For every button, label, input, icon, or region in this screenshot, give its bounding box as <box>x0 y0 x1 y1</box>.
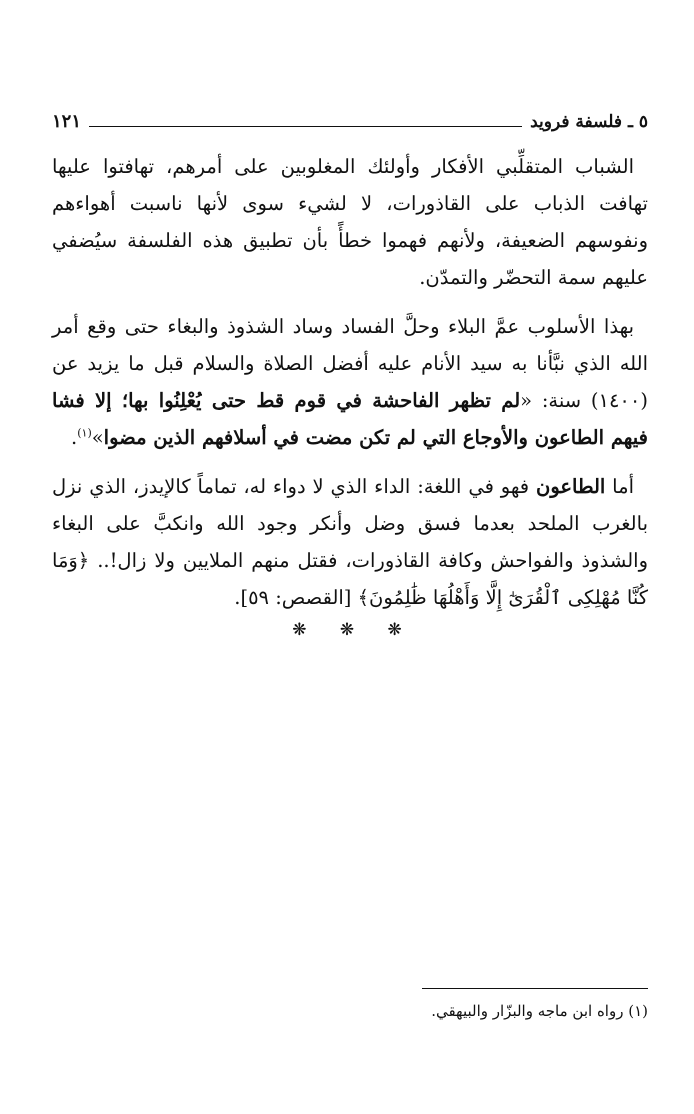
paragraph-1 <box>52 148 648 296</box>
separator-star-icon: ❋ <box>339 620 355 640</box>
chapter-title: ٥ ـ فلسفة فرويد <box>530 112 648 132</box>
hadith-quote: لم تظهر الفاحشة في قوم قط حتى يُعْلِنُوا بها؛ إلا فشا فيهم الطاعون والأوجاع التي لم تكن مضت في أسلافهم الذين مضوا <box>52 389 648 449</box>
header-rule <box>89 126 522 127</box>
separator-star-icon: ❋ <box>292 620 307 640</box>
page-number: ١٢١ <box>52 111 82 132</box>
paragraph-3 <box>52 468 648 616</box>
term-plague: الطاعون <box>536 475 606 498</box>
separator-star-icon: ❋ <box>387 620 402 640</box>
paragraph-2-text: بهذا الأسلوب عمَّ البلاء وحلَّ الفساد وساد الشذوذ والبغاء حتى وقع أمر الله الذي نبَّأنا به سيد الأنام عليه أفضل الصلاة والسلام قبل ما يزيد عن (١٤٠٠) سنة: « <box>52 315 648 412</box>
quote-close: » <box>91 426 104 449</box>
footnote-reference[interactable]: (١) <box>77 426 92 440</box>
paragraph-2 <box>52 308 648 456</box>
paragraph-3-start: أما <box>605 475 634 498</box>
footnote-rule <box>422 988 648 989</box>
paragraph-2-end: . <box>71 426 78 449</box>
footnote: (١) رواه ابن ماجه والبزّار والبيهقي. <box>431 1002 648 1020</box>
body-text <box>52 148 648 628</box>
running-header <box>52 98 648 132</box>
paragraph-1-text: الشباب المتقلِّبي الأفكار وأولئك المغلوبين على أمرهم، تهافتوا عليها تهافت الذباب على القاذورات، لا لشيء سوى لأنها ناسبت أهواءهم ونفوسهم الضعيفة، ولأنهم فهموا خطأً بأن تطبيق هذه الفلسفة سيُضفي عليهم سمة التحضّر والتمدّن. <box>52 155 648 289</box>
section-separator <box>0 620 694 640</box>
paragraph-3-text: فهو في اللغة: الداء الذي لا دواء له، تماماً كالإيدز، الذي نزل بالغرب الملحد بعدما فسق وضل وأنكر وجود الله وانكبَّ على البغاء والشذوذ والفواحش وكافة القاذورات، فقتل منهم الملايين ولا زال!.. ﴿وَمَا كُنَّا مُهْلِكِى ٱلْقُرَىٰٓ إِلَّا وَأَهْلُهَا ظَٰلِمُونَ﴾ [القصص: ٥٩]. <box>52 475 648 609</box>
